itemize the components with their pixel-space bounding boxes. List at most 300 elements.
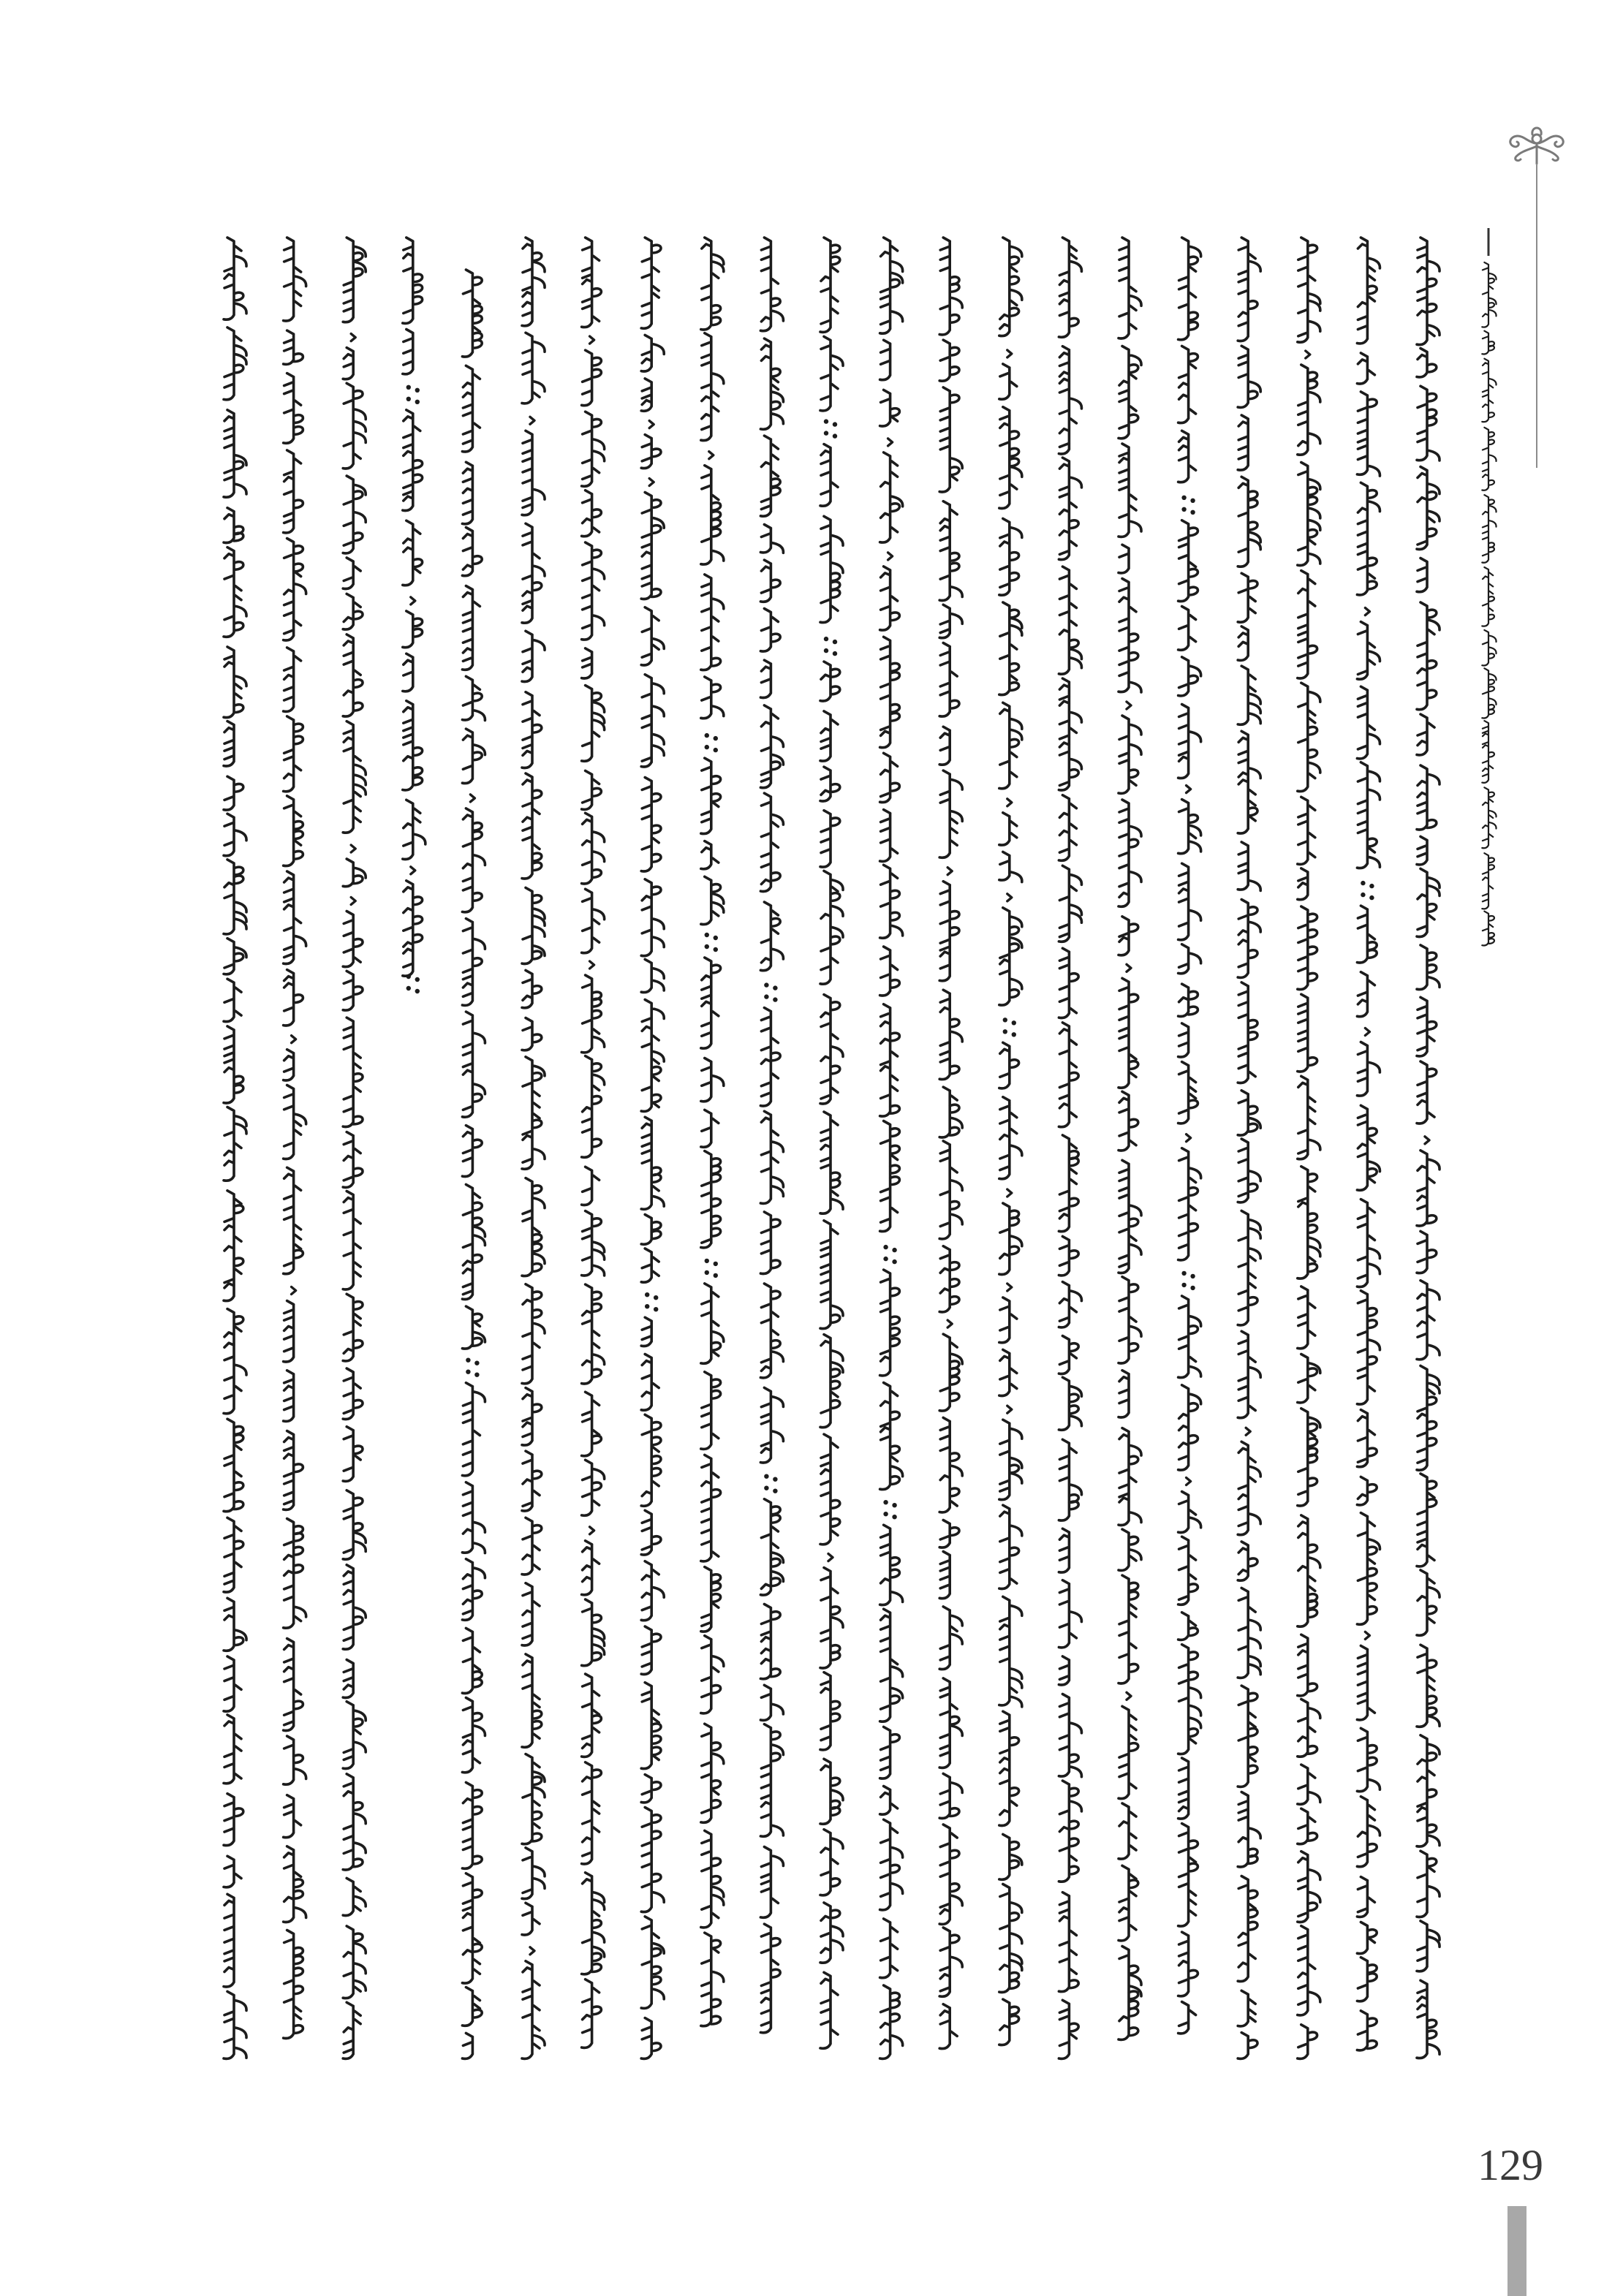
script-word [522,1451,542,1511]
script-word [1059,948,1078,1018]
script-word [522,1018,542,1050]
script-word [880,810,898,862]
script-word [522,1654,542,1747]
script-word [462,1012,485,1117]
script-word [701,1567,721,1632]
script-word [1059,1236,1078,1276]
script-word [999,602,1022,695]
script-word [1298,1808,1317,1844]
script-word [1238,1139,1260,1202]
script-word [760,436,780,516]
script-word [1119,1529,1141,1570]
script-word [1179,1148,1201,1260]
script-word [284,970,303,1026]
script-word [880,1727,900,1778]
script-word [1238,1686,1257,1787]
script-word [880,1609,903,1721]
script-word [820,336,843,411]
script-word [641,379,651,411]
script-word [522,1284,545,1384]
script-word [820,516,843,622]
script-word [1119,1091,1138,1151]
script-word [939,882,959,981]
full-stop-mark [705,933,718,952]
comma-mark [590,1527,594,1534]
text-column [1059,238,1081,2058]
script-word [1119,1865,1138,1941]
script-word [1357,2011,1377,2050]
stop-dot [415,989,420,993]
script-word [939,1773,962,1818]
script-word [820,711,838,761]
script-word [1357,1291,1380,1404]
stop-dot [773,985,777,990]
comma-mark [1127,702,1131,709]
script-word [1059,1694,1081,1777]
script-word [641,1117,664,1209]
script-word [760,560,780,602]
running-header [1482,262,1496,946]
script-word [582,889,605,952]
script-word [1417,765,1439,830]
script-word [522,431,545,515]
comma-mark [1127,964,1131,971]
script-word [1482,912,1494,946]
comma-mark [1187,1134,1191,1142]
script-word [1179,1613,1198,1640]
comma-mark [1365,1028,1369,1036]
full-stop-mark [1181,1271,1195,1290]
script-word [641,238,661,328]
script-word [1179,1758,1189,1819]
script-word [403,410,423,511]
script-word [1298,238,1320,342]
stop-dot [1190,1274,1195,1278]
script-word [1417,1231,1437,1273]
script-word [820,1434,840,1545]
script-word [1357,1513,1380,1625]
comma-mark [470,795,474,802]
script-word [999,1711,1019,1825]
script-word [343,1565,366,1649]
text-column [939,238,962,2049]
script-word [939,387,962,492]
stop-dot [883,1512,888,1516]
script-word [939,501,962,601]
stop-dot [705,944,709,949]
script-word [1298,1700,1320,1757]
script-word [1357,238,1380,344]
stop-dot [1181,507,1186,512]
script-word [1298,1765,1320,1804]
script-word [462,1126,482,1177]
script-word [462,919,485,1006]
full-stop-mark [1361,881,1374,900]
script-word [224,814,246,856]
script-word [939,1520,959,1548]
script-word [284,1167,303,1274]
script-word [343,1132,363,1188]
script-word [1298,1926,1320,2015]
script-word [999,1884,1022,1993]
script-word [1417,836,1427,865]
script-word [284,1086,306,1159]
script-word [1482,787,1496,848]
stop-dot [833,651,837,656]
script-word [1119,238,1141,338]
script-word [1179,1385,1201,1470]
stop-dot [824,431,828,435]
stop-dot [406,974,411,979]
script-word [1357,762,1380,868]
script-word [1179,520,1198,602]
script-word [1179,1296,1201,1378]
script-word [343,634,363,716]
script-word [1417,1851,1439,1917]
script-word [1298,2025,1317,2059]
script-word [999,1097,1022,1179]
stop-dot [415,400,420,404]
script-word [1119,1947,1141,2040]
stop-dot [474,1373,479,1377]
script-word [1238,1441,1260,1534]
script-word [462,365,480,452]
script-word [1357,1728,1380,1791]
script-word [582,238,602,327]
script-word [1119,545,1129,573]
script-word [641,1917,664,2009]
script-word [582,1674,602,1757]
script-word [1179,863,1201,940]
script-word [1059,2000,1078,2058]
comma-mark [411,597,415,605]
script-word [1357,1877,1374,1917]
script-word [582,1979,602,2048]
script-word [880,1525,903,1604]
script-word [1119,1428,1141,1526]
script-word [820,767,840,801]
script-word [701,876,724,924]
script-word [462,1383,485,1476]
script-word [1417,238,1439,345]
script-word [1298,1076,1320,1159]
script-word [1059,1135,1078,1232]
script-word [1059,346,1081,454]
comma-mark [1246,1428,1250,1435]
script-word [820,1335,843,1428]
comma-mark [1007,799,1012,806]
script-word [1238,346,1260,407]
script-word [939,1552,950,1599]
comma-mark [947,1320,952,1327]
script-word [880,1985,903,2058]
script-word [760,1724,783,1837]
text-column [701,238,724,2026]
script-word [224,1107,246,1181]
script-word [880,238,903,333]
script-word [1179,346,1198,423]
script-word [582,1541,599,1595]
stop-dot [1181,1283,1186,1287]
stop-dot [654,1307,658,1311]
script-word [403,800,425,859]
script-word [1482,630,1496,666]
stop-dot [764,1486,768,1490]
stop-dot [714,736,718,740]
comma-mark [351,898,355,905]
script-word [1238,1331,1260,1418]
script-word [760,705,783,788]
script-word [1417,558,1427,592]
script-word [1357,622,1380,680]
script-word [582,975,605,1053]
script-word [284,1931,303,2039]
stop-dot [1369,895,1374,900]
script-word [1179,705,1201,778]
comma-mark [530,417,534,424]
script-word [224,979,241,1021]
script-word [1179,944,1201,974]
script-word [284,1519,306,1629]
script-word [582,648,592,678]
script-word [760,238,783,331]
script-word [1357,1200,1380,1287]
script-word [343,594,363,629]
script-word [284,796,303,866]
script-word [1238,1876,1257,1982]
stop-dot [1181,1271,1186,1276]
script-word [880,567,900,630]
paragraph-end-mark [406,974,420,993]
script-word [641,1683,661,1769]
script-word [1417,1645,1439,1727]
comma-mark [1365,1632,1369,1639]
script-word [284,450,303,533]
script-word [641,1355,659,1411]
script-word [522,1057,545,1170]
script-word [880,340,890,380]
stop-dot [406,986,411,990]
script-word [701,958,721,1048]
script-word [1179,607,1196,651]
script-word [284,716,303,792]
script-word [582,1599,605,1666]
script-word [820,1972,838,2048]
stop-dot [705,933,709,937]
script-word [224,1794,243,1846]
script-word [641,1561,664,1621]
script-word [880,1787,898,1815]
script-word [1298,868,1308,900]
comma-mark [530,1947,534,1955]
script-word [1238,626,1248,661]
script-word [820,811,840,867]
script-word [343,1878,366,1915]
script-word [1059,1377,1081,1430]
script-word [999,1297,1017,1343]
script-word [403,881,423,976]
script-word [760,1111,783,1203]
script-word [1417,1980,1439,2058]
script-word [1238,1792,1260,1868]
script-word [939,2004,957,2049]
script-word [1357,1105,1380,1190]
script-word [760,1924,780,2033]
script-word [582,1392,602,1456]
script-word [1059,865,1081,941]
script-word [701,677,724,719]
comma-mark [1365,608,1369,615]
stop-dot [824,648,828,653]
script-word [582,490,602,537]
script-word [403,330,413,374]
comma-mark [1187,1478,1191,1485]
script-word [820,871,843,984]
script-word [820,1903,843,1963]
script-word [582,1873,605,1974]
comma-mark [590,961,594,969]
script-word [224,1991,246,2058]
text-column [820,238,843,2048]
stop-dot [1190,510,1195,515]
script-word [224,1026,243,1103]
text-column [641,238,664,2058]
script-word [1417,714,1434,755]
script-word [1119,978,1138,1088]
script-word [582,1167,599,1205]
script-word [641,1626,661,1675]
script-word [224,776,243,810]
script-word [1357,353,1374,384]
stop-dot [705,745,709,749]
stop-dot [764,994,768,999]
stop-dot [773,1489,777,1493]
script-word [701,758,721,834]
script-word [1482,331,1494,355]
script-word [1119,579,1141,693]
script-word [1417,602,1439,710]
full-stop-mark [1181,496,1195,515]
comma-mark [649,421,654,428]
script-word [641,1249,659,1282]
script-word [343,1774,366,1870]
text-column [880,238,903,2058]
script-word [343,1191,360,1290]
script-word [1238,900,1260,978]
text-column [1357,238,1380,2050]
script-word [999,407,1022,509]
script-word [760,338,783,429]
script-word [1059,458,1081,560]
script-word [1298,571,1317,678]
script-word [939,1087,962,1137]
script-word [1059,238,1081,337]
script-word [343,558,360,589]
script-word [462,1988,482,2026]
script-word [1119,444,1141,537]
comma-mark [709,452,714,459]
script-word [1238,573,1257,622]
script-word [343,912,363,967]
script-word [1298,1287,1315,1349]
script-word [1298,1167,1320,1278]
script-word [1238,1588,1260,1678]
script-word [582,1056,605,1158]
script-word [820,995,843,1104]
text-column [522,238,545,2058]
script-word [1059,567,1081,674]
script-word [939,727,950,765]
script-word [880,947,900,996]
script-word [343,1702,366,1769]
script-word [701,466,724,564]
stop-dot [824,637,828,641]
comma-mark [1127,1692,1131,1700]
script-word [1179,2002,1196,2034]
script-word [522,523,545,623]
script-word [1119,1160,1141,1273]
script-word [880,637,900,747]
script-word [641,1808,664,1912]
script-word [1119,800,1141,906]
script-word [1298,463,1320,566]
script-word [1179,1932,1198,1996]
script-word [1119,1277,1141,1363]
full-stop-mark [645,1292,658,1311]
script-word [1238,415,1248,470]
script-word [1298,1852,1320,1922]
script-word [1298,683,1320,791]
script-word [522,1848,545,1899]
script-word [1357,906,1377,963]
script-word [760,1284,783,1378]
script-word [462,1559,485,1621]
script-word [1482,428,1496,490]
stop-dot [892,1248,896,1252]
script-word [999,1999,1019,2045]
stop-dot [1361,893,1365,897]
script-word [1357,1042,1380,1096]
script-word [1059,1282,1081,1327]
script-word [522,773,542,879]
script-word [701,1933,724,2026]
script-word [1482,567,1494,626]
script-word [462,808,485,912]
comma-mark [947,868,952,875]
script-word [880,1383,903,1490]
script-word [880,1819,903,1910]
script-word [343,1926,366,1998]
script-word [701,1455,721,1561]
script-word [880,753,900,802]
script-word [1357,1410,1377,1467]
text-column [760,238,783,2033]
text-column [284,238,306,2039]
text-column [1298,238,1320,2058]
script-word [522,333,545,403]
script-word [1417,1570,1439,1635]
text-column [1417,238,1439,2058]
swirl-ornament-icon [1510,128,1564,164]
script-word [343,721,366,833]
script-word [224,1598,246,1651]
script-word [1238,1990,1255,2026]
script-word [462,1482,485,1553]
script-word [224,508,243,543]
script-word [1357,392,1380,476]
script-word [284,1846,306,1922]
script-word [701,333,724,441]
